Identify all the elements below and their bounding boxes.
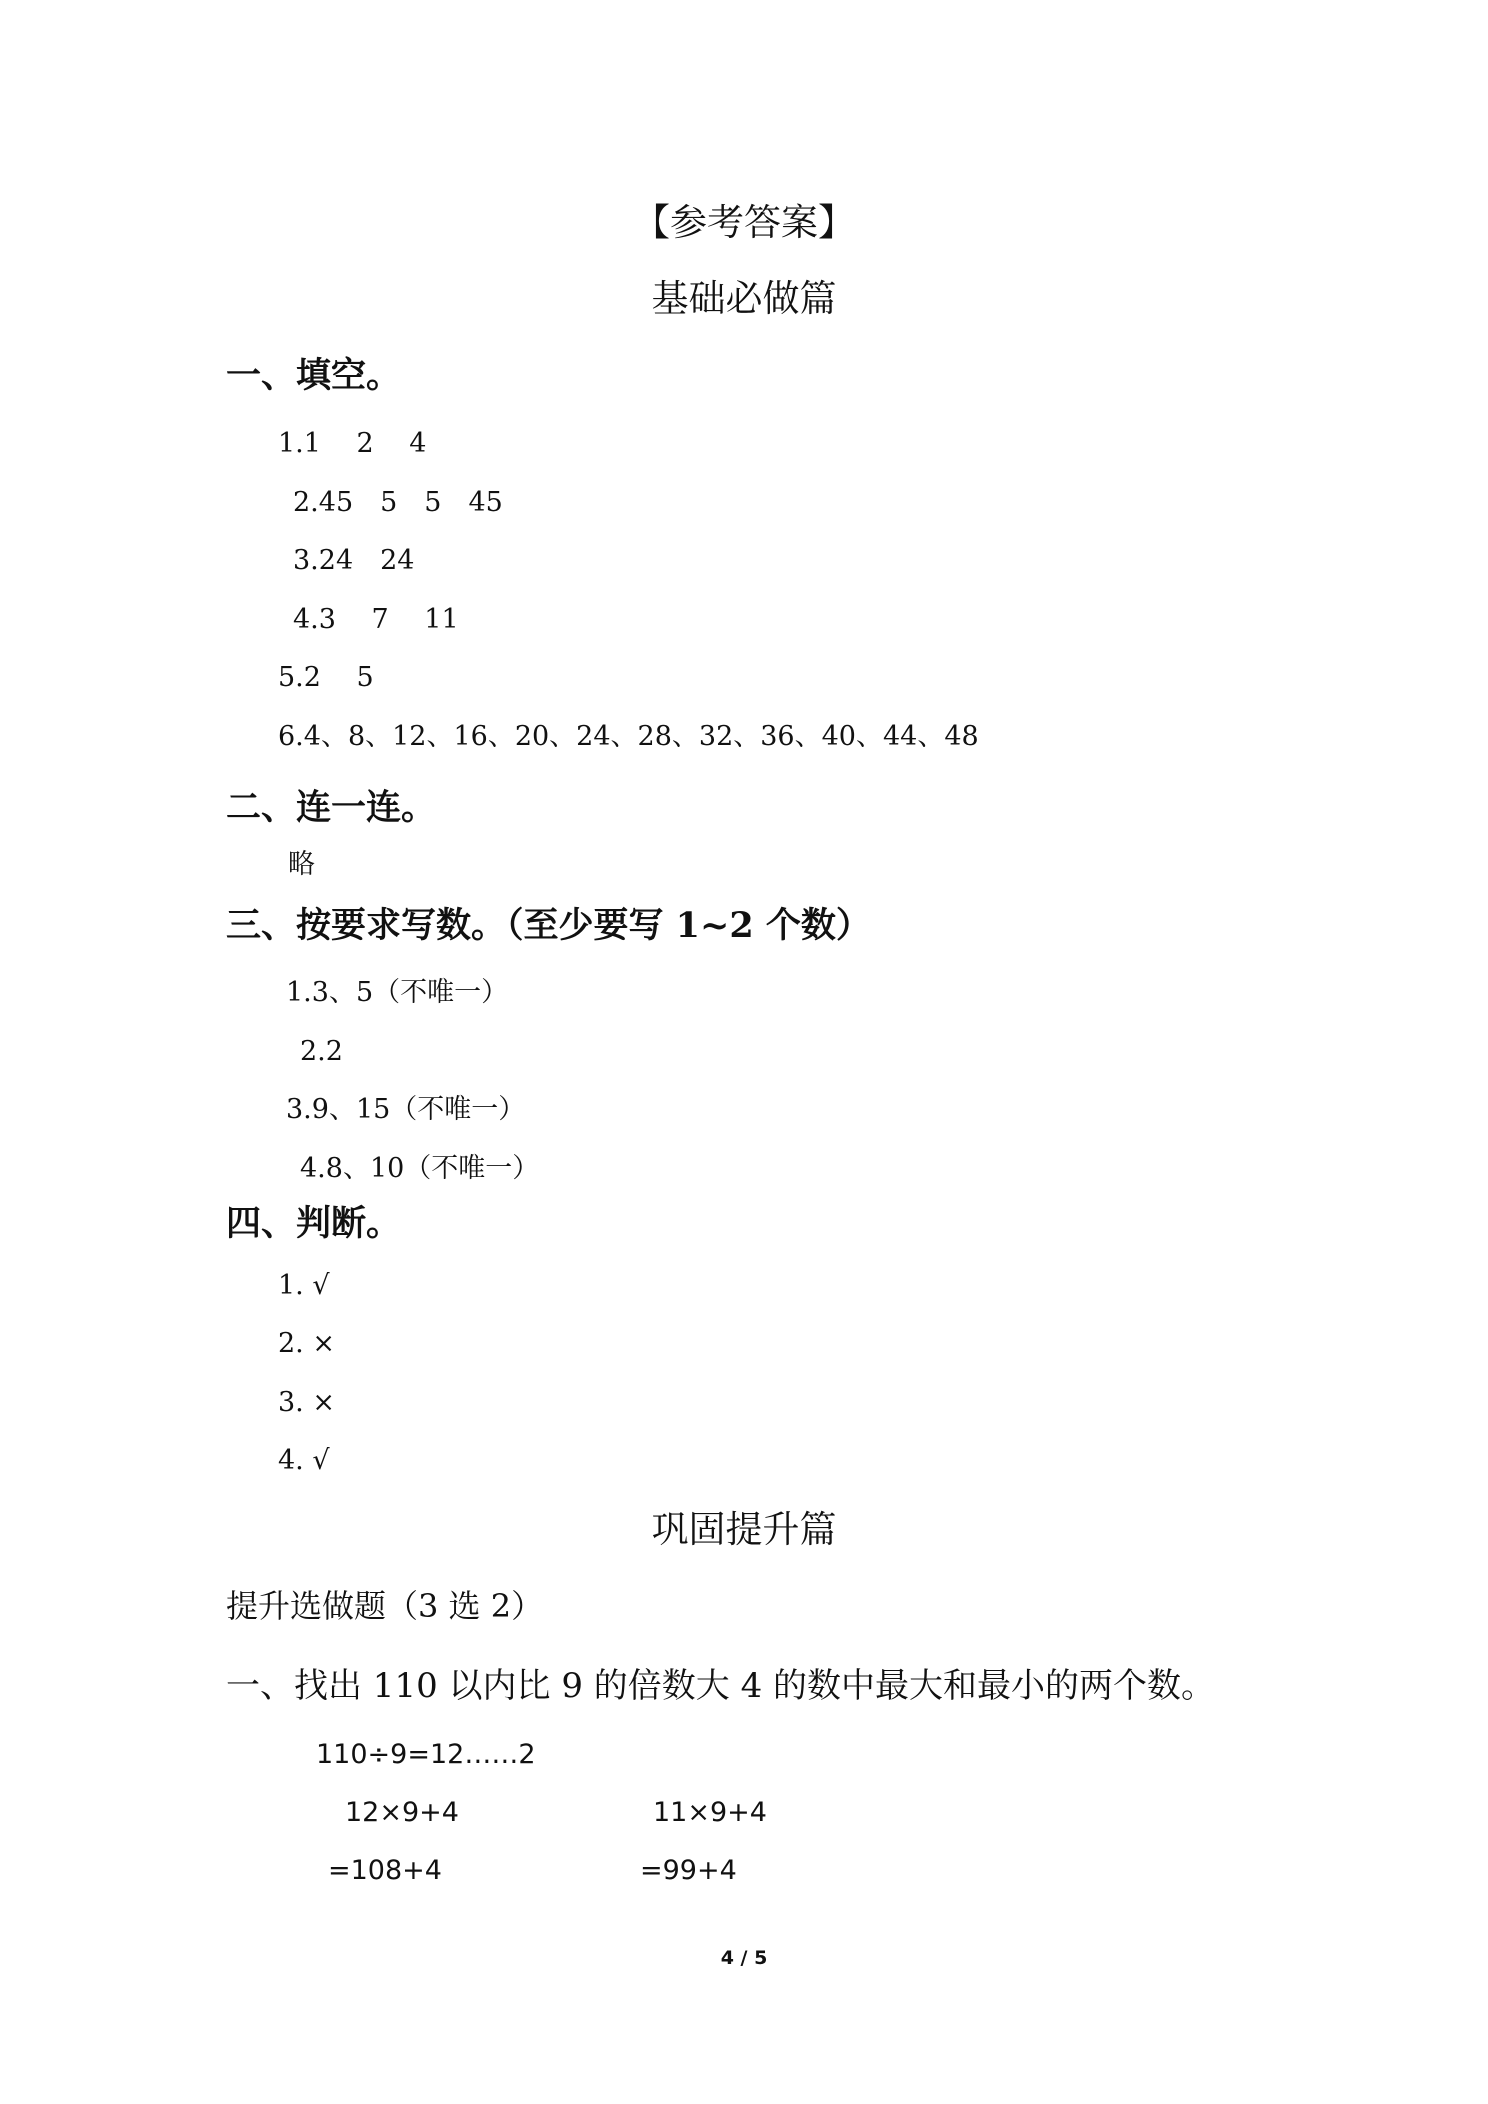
- answer-item: 4.8、10（不唯一）: [300, 1153, 540, 1184]
- answer-item: 略: [288, 849, 315, 880]
- section-write-numbers-title: 三、按要求写数。（至少要写 1~2 个数）: [226, 905, 871, 946]
- page-number: 4 / 5: [720, 1947, 768, 1969]
- answer-title: 【参考答案】: [633, 201, 855, 244]
- calc-right-result: =99+4: [640, 1855, 737, 1886]
- calc-left-expression: 12×9+4: [345, 1797, 459, 1828]
- section-judge-title: 四、判断。: [226, 1203, 402, 1244]
- answer-item: 6.4、8、12、16、20、24、28、32、36、40、44、48: [278, 721, 979, 752]
- answer-item: 1. √: [278, 1270, 330, 1301]
- answer-item: 2.2: [300, 1036, 343, 1067]
- advanced-subtitle: 提升选做题（3 选 2）: [226, 1587, 544, 1625]
- answer-item: 2.45 5 5 45: [293, 487, 503, 518]
- section-matching-title: 二、连一连。: [226, 787, 437, 828]
- answer-item: 3. ×: [278, 1387, 335, 1418]
- advanced-section-title: 巩固提升篇: [651, 1508, 837, 1551]
- answer-item: 2. ×: [278, 1328, 335, 1359]
- calc-line: 110÷9=12……2: [316, 1739, 536, 1770]
- answer-item: 3.24 24: [293, 545, 415, 576]
- basic-section-title: 基础必做篇: [651, 277, 837, 320]
- calc-right-expression: 11×9+4: [653, 1797, 767, 1828]
- answer-item: 1.1 2 4: [278, 428, 427, 459]
- answer-item: 3.9、15（不唯一）: [286, 1094, 526, 1125]
- answer-item: 4.3 7 11: [293, 604, 459, 635]
- answer-item: 4. √: [278, 1445, 330, 1476]
- section-fill-blank-title: 一、填空。: [226, 355, 402, 396]
- answer-item: 5.2 5: [278, 662, 374, 693]
- answer-item: 1.3、5（不唯一）: [286, 977, 509, 1008]
- calc-left-result: =108+4: [328, 1855, 442, 1886]
- problem-title: 一、找出 110 以内比 9 的倍数大 4 的数中最大和最小的两个数。: [226, 1666, 1216, 1706]
